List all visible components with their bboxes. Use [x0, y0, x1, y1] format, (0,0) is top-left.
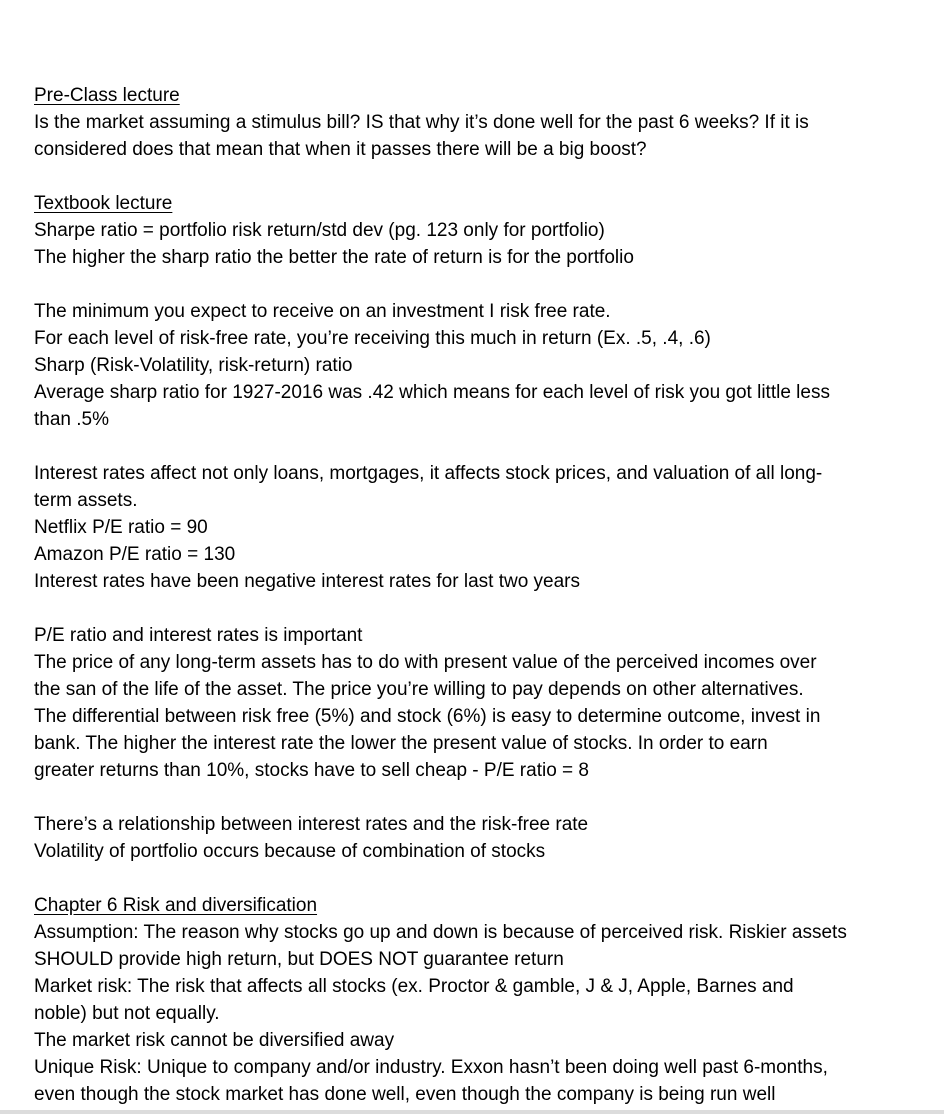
text-line: Assumption: The reason why stocks go up and down is because of perceived risk. Riskier assets — [34, 922, 847, 943]
text-line: There’s a relationship between interest rates and the risk-free rate — [34, 814, 589, 835]
text-line: noble) but not equally. — [34, 1003, 220, 1024]
text-line: The minimum you expect to receive on an investment I risk free rate. — [34, 301, 611, 322]
text-line: SHOULD provide high return, but DOES NOT guarantee return — [34, 949, 564, 970]
text-line: The differential between risk free (5%) and stock (6%) is easy to determine outcome, invest in — [34, 706, 821, 727]
text-line: Interest rates affect not only loans, mortgages, it affects stock prices, and valuation of all long- — [34, 463, 823, 484]
text-line: The price of any long-term assets has to do with present value of the perceived incomes over — [34, 652, 817, 673]
text-line: Is the market assuming a stimulus bill? IS that why it’s done well for the past 6 weeks? If it is — [34, 112, 809, 133]
text-line: For each level of risk-free rate, you’re receiving this much in return (Ex. .5, .4, .6) — [34, 328, 711, 349]
paragraph-gap — [34, 163, 914, 190]
section-heading-pre-class-lecture: Pre-Class lecture — [34, 85, 180, 106]
paragraph-gap — [34, 865, 914, 892]
text-line: Sharpe ratio = portfolio risk return/std dev (pg. 123 only for portfolio) — [34, 220, 605, 241]
document-page — [34, 82, 914, 1108]
text-line: Market risk: The risk that affects all stocks (ex. Proctor & gamble, J & J, Apple, Barnes and — [34, 976, 794, 997]
text-line: term assets. — [34, 490, 138, 511]
text-line: greater returns than 10%, stocks have to sell cheap - P/E ratio = 8 — [34, 760, 589, 781]
text-line: the san of the life of the asset. The price you’re willing to pay depends on other alternatives. — [34, 679, 804, 700]
text-line: bank. The higher the interest rate the lower the present value of stocks. In order to earn — [34, 733, 768, 754]
text-line: P/E ratio and interest rates is important — [34, 625, 363, 646]
text-line: Volatility of portfolio occurs because of combination of stocks — [34, 841, 546, 862]
paragraph-gap — [34, 595, 914, 622]
page-bottom-edge — [0, 1110, 944, 1114]
text-line: considered does that mean that when it passes there will be a big boost? — [34, 139, 647, 160]
text-line: The market risk cannot be diversified away — [34, 1030, 395, 1051]
text-line: Netflix P/E ratio = 90 — [34, 517, 208, 538]
section-heading-chapter-6: Chapter 6 Risk and diversification — [34, 895, 318, 916]
text-line: than .5% — [34, 409, 109, 430]
paragraph-gap — [34, 271, 914, 298]
text-line: Sharp (Risk-Volatility, risk-return) ratio — [34, 355, 353, 376]
text-line: Amazon P/E ratio = 130 — [34, 544, 236, 565]
paragraph-gap — [34, 433, 914, 460]
text-line: Unique Risk: Unique to company and/or industry. Exxon hasn’t been doing well past 6-months, — [34, 1057, 828, 1078]
paragraph-gap — [34, 784, 914, 811]
section-heading-textbook-lecture: Textbook lecture — [34, 193, 173, 214]
text-line: Average sharp ratio for 1927-2016 was .42 which means for each level of risk you got little less — [34, 382, 830, 403]
text-line: Interest rates have been negative interest rates for last two years — [34, 571, 581, 592]
text-line: even though the stock market has done well, even though the company is being run well — [34, 1084, 776, 1105]
text-line: The higher the sharp ratio the better the rate of return is for the portfolio — [34, 247, 634, 268]
